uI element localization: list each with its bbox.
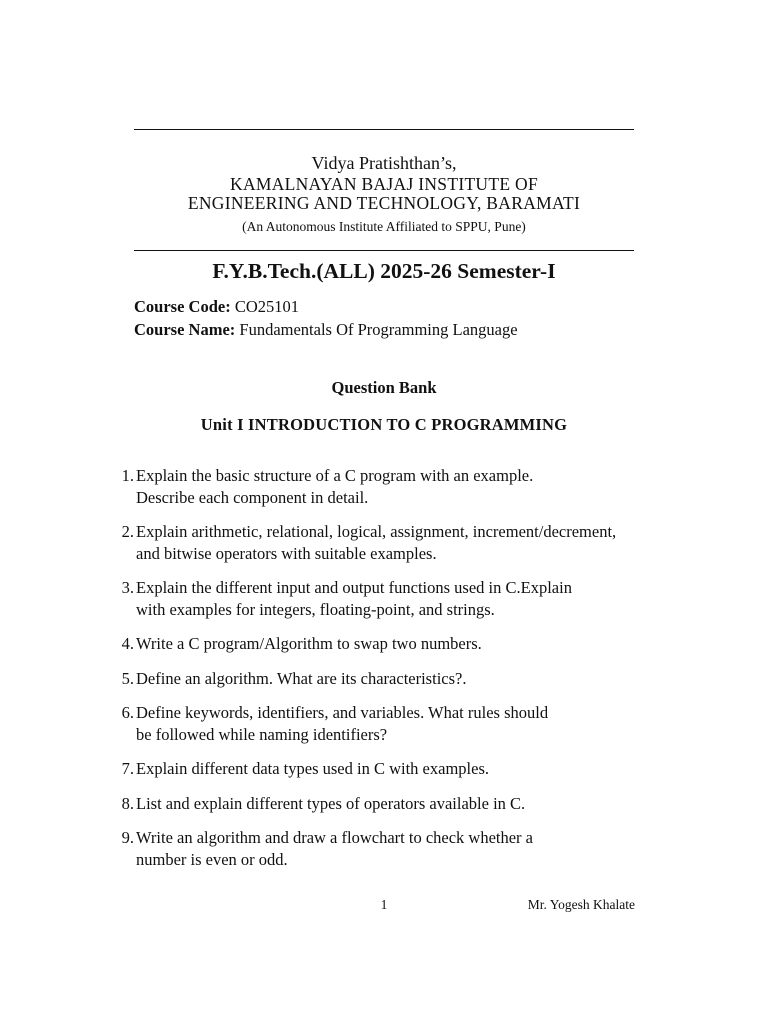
question-text-line: Define keywords, identifiers, and variables. What rules should — [136, 703, 549, 722]
course-name-value: Fundamentals Of Programming Language — [239, 320, 518, 339]
exam-title: F.Y.B.Tech.(ALL) 2025-26 Semester-I — [212, 259, 556, 283]
question-text-line: Explain the different input and output functions used in C.Explain — [136, 578, 572, 597]
question-item — [110, 827, 720, 870]
question-text — [136, 577, 720, 620]
top-rule — [134, 129, 634, 130]
institute-name-line2: ENGINEERING AND TECHNOLOGY, BARAMATI — [187, 193, 581, 213]
page-number: 1 — [380, 897, 388, 912]
question-text-line: Write a C program/Algorithm to swap two numbers. — [136, 634, 482, 653]
question-text — [136, 668, 720, 690]
question-list — [110, 465, 720, 883]
question-text-line: Define an algorithm. What are its characteristics?. — [136, 668, 467, 688]
question-text — [136, 633, 720, 655]
question-text — [136, 702, 720, 745]
unit-heading: Unit I INTRODUCTION TO C PROGRAMMING — [200, 415, 568, 434]
question-number: 7. — [121, 759, 134, 778]
question-bank-heading: Question Bank — [331, 378, 437, 397]
question-item — [110, 633, 720, 655]
question-text — [136, 521, 720, 564]
course-code — [134, 297, 299, 317]
course-name-label: Course Name: — [134, 320, 236, 339]
question-text — [136, 465, 720, 508]
institute-name — [110, 175, 658, 213]
question-text-line: be followed while naming identifiers? — [136, 724, 388, 744]
question-text-line: Write an algorithm and draw a flowchart to check whether a — [136, 828, 533, 847]
question-item — [110, 521, 720, 564]
question-text-line: List and explain different types of operators available in C. — [136, 793, 526, 813]
author-name: Mr. Yogesh Khalate — [527, 897, 635, 912]
question-text — [136, 827, 720, 870]
question-number: 5. — [121, 668, 134, 688]
affiliation-note: (An Autonomous Institute Affiliated to SPPU, Pune) — [242, 219, 526, 234]
question-item — [110, 668, 720, 690]
question-number: 8. — [121, 793, 134, 813]
question-item — [110, 758, 720, 780]
question-number: 6. — [121, 703, 134, 722]
question-number: 9. — [121, 828, 134, 847]
question-item — [110, 793, 720, 815]
question-text-line: and bitwise operators with suitable examples. — [136, 543, 437, 563]
question-text-line: Explain arithmetic, relational, logical, assignment, increment/decrement, — [136, 522, 617, 541]
question-item — [110, 577, 720, 620]
question-number: 1. — [121, 466, 134, 485]
question-number: 3. — [121, 578, 134, 597]
trust-name: Vidya Pratishthan’s, — [311, 153, 457, 173]
question-number: 2. — [121, 522, 134, 541]
header-bottom-rule — [134, 250, 634, 251]
question-item — [110, 702, 720, 745]
institute-name-line1: KAMALNAYAN BAJAJ INSTITUTE OF — [230, 174, 538, 194]
question-text-line: Describe each component in detail. — [136, 487, 369, 507]
question-text — [136, 793, 720, 815]
question-number: 4. — [121, 634, 134, 653]
question-text-line: number is even or odd. — [136, 849, 288, 869]
question-text-line: with examples for integers, floating-point, and strings. — [136, 599, 495, 619]
course-code-label: Course Code: — [134, 297, 231, 316]
question-text — [136, 758, 720, 780]
question-text-line: Explain different data types used in C with examples. — [136, 759, 489, 778]
question-item — [110, 465, 720, 508]
course-name — [134, 320, 518, 340]
question-text-line: Explain the basic structure of a C program with an example. — [136, 466, 534, 485]
course-code-value: CO25101 — [234, 297, 299, 316]
